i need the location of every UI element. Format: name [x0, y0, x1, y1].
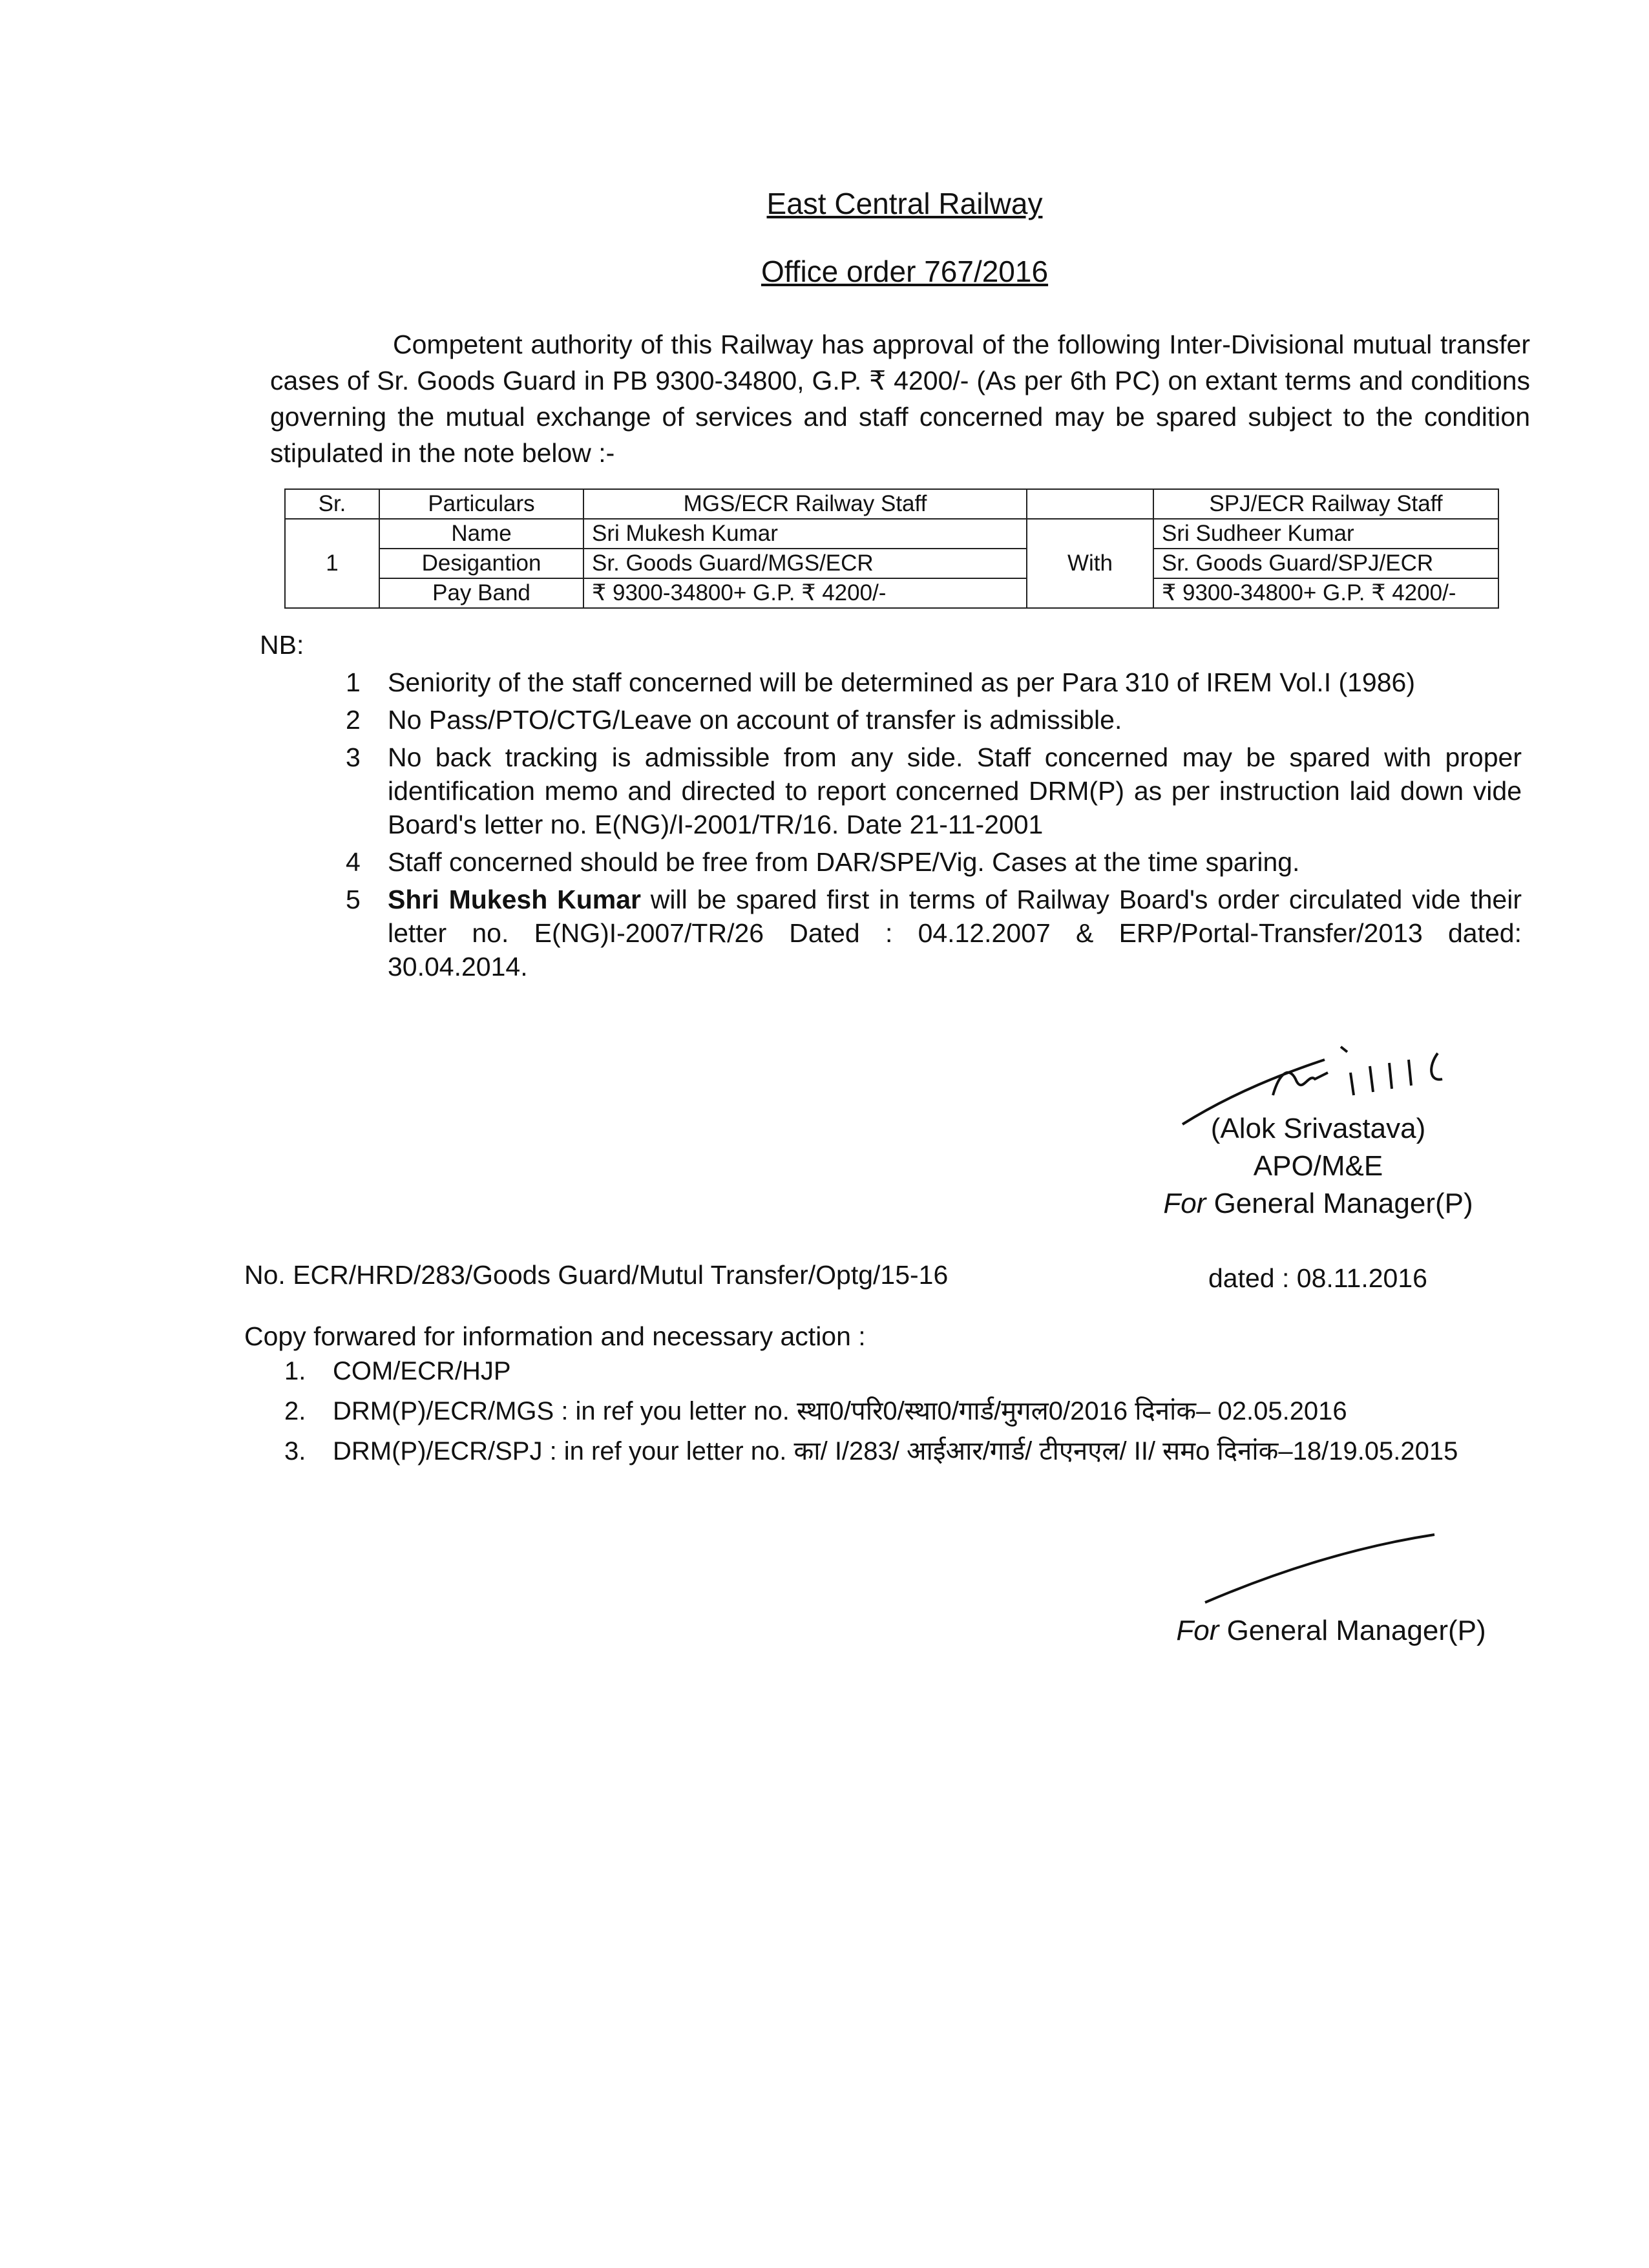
header-mgs-staff: MGS/ECR Railway Staff — [583, 489, 1027, 519]
list-item — [284, 1394, 1525, 1429]
footer-for-rest: General Manager(P) — [1219, 1615, 1486, 1646]
nb-text: No back tracking is admissible from any side. Staff concerned may be spared with proper identification memo and directed to report concerned DRM(P) as per instruction laid down vide Board's letter no. E(NG)/I-2001/TR/16. Date 21-11-2001 — [388, 742, 1522, 839]
nb-number: 2 — [346, 705, 361, 735]
intro-text: Competent authority of this Railway has approval of the following Inter-Divisional mutual transfer cases of Sr. Goods Guard in PB 9300-34800, G.P. ₹ 4200/- (As per 6th PC) on extant terms and conditions governing the mutual exchange of services and staff concerned may be spared subject to the condition stipulated in the note below :- — [270, 330, 1530, 468]
nb-text — [388, 883, 1522, 983]
table-header-row — [285, 489, 1498, 519]
footer-signature-mark — [1202, 1528, 1441, 1606]
table-row — [285, 519, 1498, 549]
nb-number: 3 — [346, 742, 361, 772]
mgs-value: Sri Mukesh Kumar — [583, 519, 1027, 549]
copy-intro: Copy forwared for information and necessary action : — [244, 1321, 866, 1351]
header-particulars: Particulars — [379, 489, 583, 519]
nb-number: 4 — [346, 847, 361, 877]
mgs-value: ₹ 9300-34800+ G.P. ₹ 4200/- — [583, 578, 1027, 608]
particular-label: Pay Band — [379, 578, 583, 608]
sr-number: 1 — [285, 519, 379, 608]
footer-for-word: For — [1176, 1615, 1219, 1646]
header-spj-staff: SPJ/ECR Railway Staff — [1153, 489, 1498, 519]
signatory-block — [1098, 1110, 1538, 1223]
office-order-title: Office order 767/2016 — [761, 255, 1049, 288]
header-blank — [1027, 489, 1153, 519]
nb-label: NB: — [260, 630, 304, 660]
nb-text: Staff concerned should be free from DAR/SPE/Vig. Cases at the time sparing. — [388, 847, 1300, 877]
intro-paragraph — [270, 326, 1530, 471]
list-item — [284, 1354, 1525, 1389]
reference-number: No. ECR/HRD/283/Goods Guard/Mutul Transfer/Optg/15-16 — [244, 1260, 949, 1290]
list-item — [346, 666, 1522, 699]
nb-text: Seniority of the staff concerned will be determined as per Para 310 of IREM Vol.I (1986) — [388, 667, 1415, 697]
list-item — [346, 703, 1522, 737]
mgs-value: Sr. Goods Guard/MGS/ECR — [583, 549, 1027, 578]
spj-value: Sri Sudheer Kumar — [1153, 519, 1498, 549]
header-sr: Sr. — [285, 489, 379, 519]
organization-title: East Central Railway — [766, 187, 1043, 220]
copy-text: COM/ECR/HJP — [333, 1357, 511, 1385]
table-row — [285, 578, 1498, 608]
signatory-designation: APO/M&E — [1253, 1150, 1383, 1182]
signatory-name: (Alok Srivastava) — [1210, 1113, 1426, 1144]
transfer-table — [284, 488, 1499, 609]
copy-text: DRM(P)/ECR/SPJ : in ref your letter no. का/ I/283/ आईआर/गार्ड/ टीएनएल/ II/ समo दिनांक–18/19.05.2015 — [333, 1437, 1458, 1465]
copy-text: DRM(P)/ECR/MGS : in ref you letter no. स्था0/परि0/स्था0/गार्ड/मुगल0/2016 दिनांक– 02.05.2016 — [333, 1397, 1347, 1425]
nb-number: 5 — [346, 885, 361, 914]
nb-number: 1 — [346, 667, 361, 697]
for-word: For — [1163, 1188, 1206, 1219]
signatory-for — [1098, 1185, 1538, 1223]
footer-block — [1124, 1612, 1538, 1650]
nb-bold-name: Shri Mukesh Kumar — [388, 885, 641, 914]
copy-number: 2. — [284, 1397, 306, 1425]
copy-number: 3. — [284, 1437, 306, 1465]
list-item — [346, 845, 1522, 879]
reference-date: dated : 08.11.2016 — [1208, 1263, 1427, 1293]
particular-label: Name — [379, 519, 583, 549]
copy-list — [284, 1354, 1525, 1474]
spj-value: Sr. Goods Guard/SPJ/ECR — [1153, 549, 1498, 578]
for-rest: General Manager(P) — [1206, 1188, 1473, 1219]
list-item — [346, 883, 1522, 983]
particular-label: Desigantion — [379, 549, 583, 578]
with-label: With — [1027, 519, 1153, 608]
copy-number: 1. — [284, 1357, 306, 1385]
nb-list — [346, 666, 1522, 987]
list-item — [346, 740, 1522, 841]
list-item — [284, 1434, 1525, 1469]
spj-value: ₹ 9300-34800+ G.P. ₹ 4200/- — [1153, 578, 1498, 608]
nb-text-rest: will be spared first in terms of Railway Board's order circulated vide their letter no. E(NG)I-2007/TR/26 Dated : 04.12.2007 & ERP/Portal-Transfer/2013 dated: 30.04.2014. — [388, 885, 1522, 982]
table-row — [285, 549, 1498, 578]
nb-text: No Pass/PTO/CTG/Leave on account of transfer is admissible. — [388, 705, 1122, 735]
